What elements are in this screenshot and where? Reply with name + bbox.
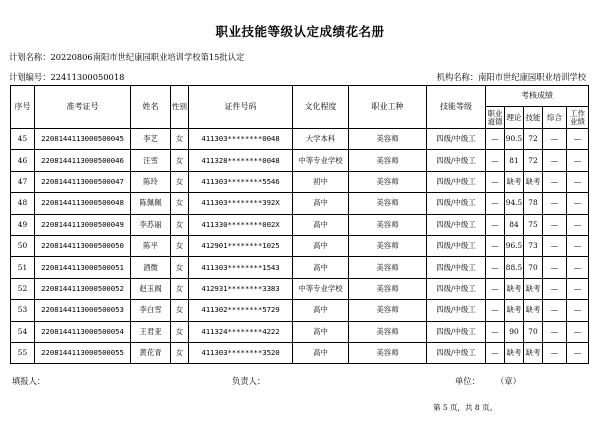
cell-comprehensive: —	[543, 235, 567, 256]
header-skill: 技能	[524, 107, 543, 129]
cell-seq: 48	[11, 193, 35, 214]
cell-skill: 70	[524, 257, 543, 278]
cell-occupation: 美容师	[349, 193, 427, 214]
cell-comprehensive: —	[543, 342, 567, 363]
cell-work-results: —	[567, 193, 589, 214]
cell-name: 李艺	[131, 129, 171, 150]
cell-gender: 女	[171, 257, 189, 278]
cell-reg-no: 2208144113000500049	[35, 214, 131, 235]
score-roster-table	[10, 85, 589, 364]
cell-id-no: 412931********3383	[189, 278, 293, 299]
cell-seq: 51	[11, 257, 35, 278]
cell-level: 四级/中级工	[427, 300, 486, 321]
header-work-results: 工作业绩	[567, 107, 589, 129]
table-row	[11, 129, 589, 150]
cell-seq: 47	[11, 171, 35, 192]
cell-education: 高中	[293, 257, 349, 278]
cell-skill: 缺考	[524, 171, 543, 192]
header-id-no: 证件号码	[189, 86, 293, 129]
table-row	[11, 193, 589, 214]
cell-work-results: —	[567, 300, 589, 321]
cell-gender: 女	[171, 342, 189, 363]
cell-id-no: 411303********5546	[189, 171, 293, 192]
cell-name: 黄花青	[131, 342, 171, 363]
header-ethics: 职业道德	[486, 107, 505, 129]
cell-ethics: —	[486, 235, 505, 256]
cell-seq: 49	[11, 214, 35, 235]
cell-education: 高中	[293, 214, 349, 235]
cell-occupation: 美容师	[349, 150, 427, 171]
cell-education: 高中	[293, 321, 349, 342]
cell-education: 高中	[293, 300, 349, 321]
cell-education: 高中	[293, 342, 349, 363]
cell-theory: 缺考	[505, 278, 524, 299]
table-row	[11, 214, 589, 235]
cell-occupation: 美容师	[349, 257, 427, 278]
table-row	[11, 321, 589, 342]
cell-seq: 50	[11, 235, 35, 256]
cell-gender: 女	[171, 235, 189, 256]
plan-name: 计划名称：20220806南阳市世纪康园职业培训学校第15批认定	[9, 52, 245, 62]
cell-name: 王君亚	[131, 321, 171, 342]
cell-id-no: 411303********392X	[189, 193, 293, 214]
cell-work-results: —	[567, 342, 589, 363]
cell-ethics: —	[486, 129, 505, 150]
cell-education: 高中	[293, 193, 349, 214]
cell-skill: 72	[524, 150, 543, 171]
cell-ethics: —	[486, 171, 505, 192]
cell-theory: 90.5	[505, 129, 524, 150]
cell-gender: 女	[171, 278, 189, 299]
cell-id-no: 411303********1543	[189, 257, 293, 278]
cell-skill: 缺考	[524, 300, 543, 321]
cell-skill: 78	[524, 193, 543, 214]
unit-label: 单位：	[455, 376, 480, 386]
cell-ethics: —	[486, 278, 505, 299]
cell-theory: 94.5	[505, 193, 524, 214]
cell-reg-no: 2208144113000500055	[35, 342, 131, 363]
cell-work-results: —	[567, 257, 589, 278]
cell-work-results: —	[567, 150, 589, 171]
cell-work-results: —	[567, 321, 589, 342]
cell-comprehensive: —	[543, 257, 567, 278]
cell-seq: 52	[11, 278, 35, 299]
cell-education: 中等专业学校	[293, 150, 349, 171]
table-row	[11, 171, 589, 192]
cell-ethics: —	[486, 321, 505, 342]
cell-theory: 缺考	[505, 171, 524, 192]
cell-theory: 96.5	[505, 235, 524, 256]
cell-work-results: —	[567, 235, 589, 256]
cell-level: 四级/中级工	[427, 214, 486, 235]
header-scores: 考核成绩	[486, 86, 589, 107]
cell-occupation: 美容师	[349, 300, 427, 321]
header-theory: 理论	[505, 107, 524, 129]
cell-theory: 90	[505, 321, 524, 342]
cell-comprehensive: —	[543, 193, 567, 214]
cell-work-results: —	[567, 171, 589, 192]
cell-reg-no: 2208144113000500052	[35, 278, 131, 299]
filler-label: 填报人：	[12, 376, 46, 386]
cell-education: 中等专业学校	[293, 278, 349, 299]
table-row	[11, 257, 589, 278]
cell-occupation: 美容师	[349, 129, 427, 150]
cell-id-no: 411330********002X	[189, 214, 293, 235]
cell-level: 四级/中级工	[427, 321, 486, 342]
cell-level: 四级/中级工	[427, 257, 486, 278]
cell-id-no: 411302********5729	[189, 300, 293, 321]
cell-reg-no: 2208144113000500051	[35, 257, 131, 278]
cell-gender: 女	[171, 321, 189, 342]
header-level: 技能等级	[427, 86, 486, 129]
cell-id-no: 411303********0048	[189, 129, 293, 150]
cell-seq: 45	[11, 129, 35, 150]
cell-occupation: 美容师	[349, 278, 427, 299]
cell-name: 李苏丽	[131, 214, 171, 235]
cell-seq: 53	[11, 300, 35, 321]
cell-gender: 女	[171, 129, 189, 150]
cell-skill: 缺考	[524, 342, 543, 363]
cell-skill: 缺考	[524, 278, 543, 299]
cell-education: 初中	[293, 171, 349, 192]
cell-name: 汪雪	[131, 150, 171, 171]
organization-name: 机构名称：南阳市世纪康园职业培训学校	[436, 72, 586, 82]
cell-level: 四级/中级工	[427, 150, 486, 171]
cell-work-results: —	[567, 214, 589, 235]
cell-skill: 75	[524, 214, 543, 235]
cell-level: 四级/中级工	[427, 171, 486, 192]
cell-education: 高中	[293, 235, 349, 256]
cell-theory: 88.5	[505, 257, 524, 278]
document-title: 职业技能等级认定成绩花名册	[215, 24, 385, 39]
cell-occupation: 美容师	[349, 214, 427, 235]
cell-occupation: 美容师	[349, 342, 427, 363]
cell-reg-no: 2208144113000500047	[35, 171, 131, 192]
cell-level: 四级/中级工	[427, 235, 486, 256]
header-reg-no: 准考证号	[35, 86, 131, 129]
page-number: 第 5 页，共 8 页。	[433, 403, 498, 412]
table-row	[11, 300, 589, 321]
cell-name: 陈玲	[131, 171, 171, 192]
cell-level: 四级/中级工	[427, 193, 486, 214]
table-row	[11, 342, 589, 363]
header-occupation: 职业工种	[349, 86, 427, 129]
cell-reg-no: 2208144113000500050	[35, 235, 131, 256]
cell-id-no: 411303********3520	[189, 342, 293, 363]
cell-gender: 女	[171, 193, 189, 214]
cell-comprehensive: —	[543, 129, 567, 150]
cell-ethics: —	[486, 257, 505, 278]
cell-reg-no: 2208144113000500046	[35, 150, 131, 171]
header-name: 姓名	[131, 86, 171, 129]
cell-gender: 女	[171, 300, 189, 321]
cell-ethics: —	[486, 342, 505, 363]
cell-level: 四级/中级工	[427, 129, 486, 150]
plan-number: 计划编号：22411300050018	[9, 72, 125, 82]
cell-comprehensive: —	[543, 214, 567, 235]
cell-reg-no: 2208144113000500045	[35, 129, 131, 150]
cell-ethics: —	[486, 193, 505, 214]
cell-comprehensive: —	[543, 300, 567, 321]
cell-skill: 73	[524, 235, 543, 256]
cell-ethics: —	[486, 214, 505, 235]
cell-skill: 70	[524, 321, 543, 342]
cell-theory: 缺考	[505, 300, 524, 321]
cell-comprehensive: —	[543, 150, 567, 171]
cell-occupation: 美容师	[349, 171, 427, 192]
cell-seq: 46	[11, 150, 35, 171]
cell-theory: 84	[505, 214, 524, 235]
cell-skill: 72	[524, 129, 543, 150]
header-comprehensive: 综合	[543, 107, 567, 129]
cell-occupation: 美容师	[349, 321, 427, 342]
cell-work-results: —	[567, 129, 589, 150]
cell-name: 陈佩佩	[131, 193, 171, 214]
cell-name: 酒微	[131, 257, 171, 278]
cell-education: 大学本科	[293, 129, 349, 150]
cell-reg-no: 2208144113000500048	[35, 193, 131, 214]
cell-gender: 女	[171, 214, 189, 235]
cell-id-no: 411324********4222	[189, 321, 293, 342]
cell-gender: 女	[171, 150, 189, 171]
cell-id-no: 412901********1025	[189, 235, 293, 256]
table-row	[11, 278, 589, 299]
cell-seq: 54	[11, 321, 35, 342]
table-row	[11, 150, 589, 171]
cell-name: 赵玉阁	[131, 278, 171, 299]
cell-gender: 女	[171, 171, 189, 192]
cell-theory: 81	[505, 150, 524, 171]
cell-seq: 55	[11, 342, 35, 363]
cell-level: 四级/中级工	[427, 342, 486, 363]
cell-comprehensive: —	[543, 321, 567, 342]
cell-name: 李白雪	[131, 300, 171, 321]
cell-reg-no: 2208144113000500053	[35, 300, 131, 321]
cell-name: 陈平	[131, 235, 171, 256]
cell-ethics: —	[486, 150, 505, 171]
cell-occupation: 美容师	[349, 235, 427, 256]
cell-theory: 缺考	[505, 342, 524, 363]
cell-reg-no: 2208144113000500054	[35, 321, 131, 342]
cell-ethics: —	[486, 300, 505, 321]
seal-label: （章）	[496, 376, 521, 386]
table-row	[11, 235, 589, 256]
header-seq: 序号	[11, 86, 35, 129]
header-education: 文化程度	[293, 86, 349, 129]
cell-comprehensive: —	[543, 278, 567, 299]
cell-level: 四级/中级工	[427, 278, 486, 299]
cell-id-no: 411328********0048	[189, 150, 293, 171]
cell-work-results: —	[567, 278, 589, 299]
header-gender: 性别	[171, 86, 189, 129]
responsible-label: 负责人：	[232, 376, 266, 386]
cell-comprehensive: —	[543, 171, 567, 192]
